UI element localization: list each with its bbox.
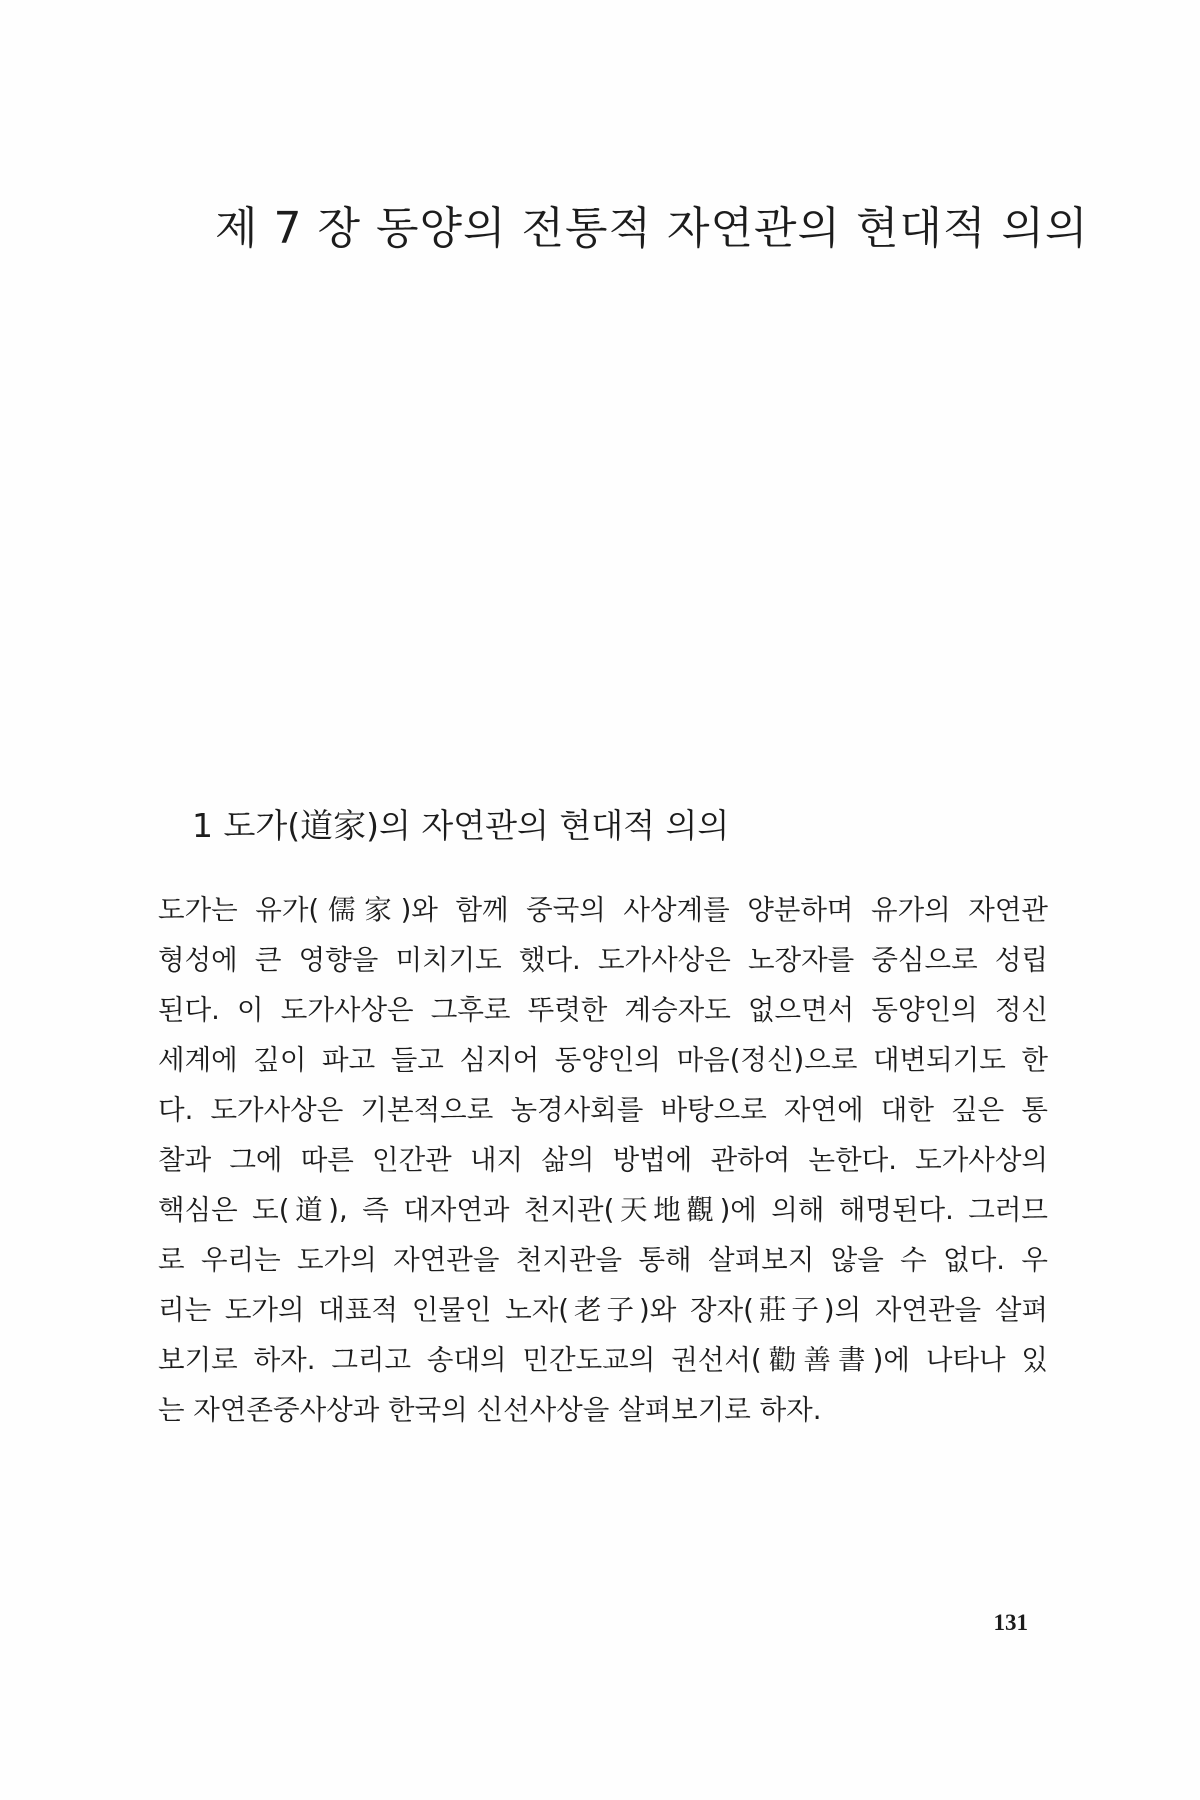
body-line: 세계에 깊이 파고 들고 심지어 동양인의 마음(정신)으로 대변되기도 한 bbox=[158, 1044, 1048, 1076]
body-line: 다. 도가사상은 기본적으로 농경사회를 바탕으로 자연에 대한 깊은 통 bbox=[158, 1094, 1048, 1126]
body-line: 는 자연존중사상과 한국의 신선사상을 살펴보기로 하자. bbox=[158, 1394, 822, 1426]
body-paragraph bbox=[158, 885, 1048, 1435]
section-heading: 1 도가(道家)의 자연관의 현대적 의의 bbox=[192, 806, 730, 845]
chapter-title: 제 7 장 동양의 전통적 자연관의 현대적 의의 bbox=[215, 203, 1089, 254]
body-line: 된다. 이 도가사상은 그후로 뚜렷한 계승자도 없으면서 동양인의 정신 bbox=[158, 994, 1048, 1026]
body-line: 보기로 하자. 그리고 송대의 민간도교의 권선서(勸善書)에 나타나 있 bbox=[158, 1344, 1048, 1376]
body-line: 도가는 유가(儒家)와 함께 중국의 사상계를 양분하며 유가의 자연관 bbox=[158, 894, 1048, 926]
body-line: 핵심은 도(道), 즉 대자연과 천지관(天地觀)에 의해 해명된다. 그러므 bbox=[158, 1194, 1048, 1226]
body-line: 리는 도가의 대표적 인물인 노자(老子)와 장자(莊子)의 자연관을 살펴 bbox=[158, 1294, 1048, 1326]
body-line: 로 우리는 도가의 자연관을 천지관을 통해 살펴보지 않을 수 없다. 우 bbox=[158, 1244, 1048, 1276]
page-number: 131 bbox=[993, 1610, 1028, 1635]
body-line: 찰과 그에 따른 인간관 내지 삶의 방법에 관하여 논한다. 도가사상의 bbox=[158, 1144, 1048, 1176]
body-line: 형성에 큰 영향을 미치기도 했다. 도가사상은 노장자를 중심으로 성립 bbox=[158, 944, 1048, 976]
